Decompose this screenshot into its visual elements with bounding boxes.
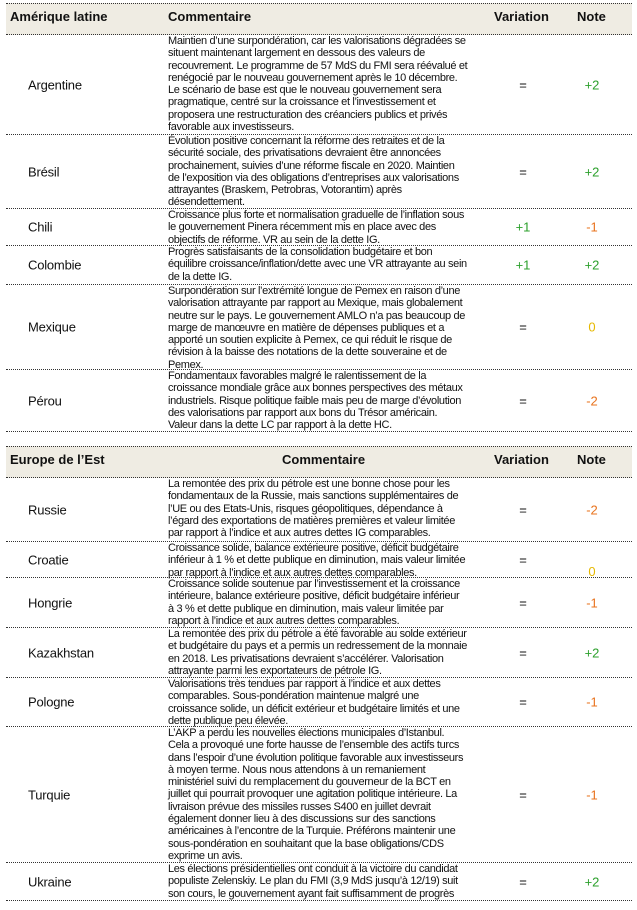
table-row bbox=[6, 135, 632, 209]
column-header-comment: Commentaire bbox=[282, 452, 366, 467]
comment-text: Évolution positive concernant la réforme des retraites et de la sécurité sociale, des privatisations devraient être annoncées prochainement, suivies d’une réforme fiscale en 2020. Maintien de l’exposition via des obligations d’entreprises aux valorisations attrayantes (Braskem, Petrobras, Votorantim) après désendettement. bbox=[168, 135, 459, 209]
section-title: Europe de l’Est bbox=[10, 452, 105, 467]
country-name: Russie bbox=[28, 502, 67, 517]
country-name: Brésil bbox=[28, 164, 60, 179]
comment-text: La remontée des prix du pétrole a été favorable au solde extérieur et budgétaire du pays et a permis un redressement de la monnaie en 2018. Les privatisations devraient s’accélérer. Valorisation attrayante parmi les exportateurs de pétrole IG. bbox=[168, 628, 467, 677]
note-value: -2 bbox=[586, 502, 598, 517]
section-1 bbox=[6, 446, 632, 901]
country-name: Hongrie bbox=[28, 595, 73, 610]
table-row bbox=[6, 370, 632, 432]
note-value: 0 bbox=[588, 564, 596, 579]
variation-value: = bbox=[519, 694, 527, 710]
variation-value: = bbox=[519, 645, 527, 660]
comment-text: Progrès satisfaisants de la consolidation budgétaire et bon équilibre croissance/inflation/dette avec une VR attrayante au sein de la dette IG. bbox=[168, 246, 467, 283]
column-header-note: Note bbox=[577, 9, 606, 24]
country-name: Turquie bbox=[28, 787, 71, 802]
variation-value: = bbox=[519, 77, 527, 92]
note-value: -1 bbox=[586, 787, 598, 802]
comment-text: Les élections présidentielles ont conduit à la victoire du candidat populiste Zelenskiy. Le plan du FMI (3,9 MdS jusqu’à 12/19) suit son cours, le gouvernement ayant fait suffisamment de progrès bbox=[168, 863, 458, 900]
table-header bbox=[6, 3, 632, 35]
section-0 bbox=[6, 3, 632, 432]
table-row bbox=[6, 578, 632, 628]
variation-value: = bbox=[519, 595, 527, 610]
section-title: Amérique latine bbox=[10, 9, 108, 24]
variation-value: = bbox=[519, 164, 527, 179]
note-value: +2 bbox=[584, 77, 600, 92]
table-row bbox=[6, 628, 632, 678]
note-value: +2 bbox=[584, 874, 600, 889]
table-row bbox=[6, 542, 632, 578]
variation-value: = bbox=[519, 393, 527, 408]
table-row bbox=[6, 246, 632, 285]
country-name: Chili bbox=[28, 219, 53, 235]
table-row bbox=[6, 35, 632, 135]
note-value: -2 bbox=[586, 393, 598, 408]
note-value: +2 bbox=[584, 164, 600, 179]
note-value: +2 bbox=[584, 645, 600, 660]
comment-text: L’AKP a perdu les nouvelles élections municipales d’Istanbul. Cela a provoqué une forte hausse de l’ensemble des actifs turcs dans l’espoir d’une évolution politique favorable aux investisseurs à moyen terme. Nous nous attendons à un remaniement ministériel suivi du remplacement du gouverneur de la BCT en juillet qui pourrait provoquer une agitation politique intérieure. La livraison prévue des missiles russes S400 en juillet devrait également donner lieu à des discussions sur des sanctions américaines à l’encontre de la Turquie. Préférons maintenir une sous-pondération en souhaitant que la base obligations/CDS exprime un avis. bbox=[168, 727, 464, 862]
variation-value: = bbox=[519, 502, 527, 517]
table-header bbox=[6, 446, 632, 478]
table-row bbox=[6, 209, 632, 246]
variation-value: = bbox=[519, 319, 527, 335]
country-name: Colombie bbox=[28, 257, 82, 273]
column-header-variation: Variation bbox=[494, 9, 549, 24]
comment-text: Maintien d’une surpondération, car les valorisations dégradées se situent maintenant largement en dessous des valeurs de recouvrement. Le programme de 57 MdS du FMI sera réévalué et renégocié par le nouveau gouvernement après le 10 décembre. Le scénario de base est que le nouveau gouvernement sera pragmatique, centré sur la croissance et l’investissement et proposera une restructuration des créanciers publics et privés favorable aux investisseurs. bbox=[168, 35, 468, 134]
country-name: Pérou bbox=[28, 393, 62, 408]
comment-text: La remontée des prix du pétrole est une bonne chose pour les fondamentaux de la Russie, mais sanctions supplémentaires de l’UE ou des Etats-Unis, risques géopolitiques, dépendance à l’égard des exportations de matières premières et valeur limitée par rapport à l’indice et aux autres dettes IG comparables. bbox=[168, 478, 459, 540]
country-name: Croatie bbox=[28, 552, 69, 567]
table-row bbox=[6, 727, 632, 863]
comment-text: Croissance solide soutenue par l’investissement et la croissance intérieure, balance extérieure positive, déficit budgétaire inférieur à 3 % et dette publique en diminution, mais valeur limitée par rapport à l’indice et aux autres dettes comparables. bbox=[168, 578, 460, 627]
note-value: +2 bbox=[584, 257, 600, 273]
variation-value: = bbox=[519, 874, 527, 889]
note-value: -1 bbox=[586, 219, 598, 235]
column-header-note: Note bbox=[577, 452, 606, 467]
comment-text: Croissance plus forte et normalisation graduelle de l’inflation sous le gouvernement Pinera récemment mis en place avec des objectifs de réforme. VR au sein de la dette IG. bbox=[168, 209, 464, 246]
country-name: Ukraine bbox=[28, 874, 72, 889]
variation-value: = bbox=[519, 787, 527, 802]
comment-text: Croissance solide, balance extérieure positive, déficit budgétaire inférieur à 1 % et dette publique en diminution, mais valeur limitée par rapport à l’indice et aux autres dettes comparables. bbox=[168, 542, 466, 579]
note-value: -1 bbox=[586, 694, 598, 710]
comment-text: Fondamentaux favorables malgré le ralentissement de la croissance mondiale grâce aux bonnes perspectives des métaux industriels. Risque politique faible mais peu de marge d’évolution des valorisations par rapport aux bons du Trésor américain. Valeur dans la dette LC par rapport à la dette HC. bbox=[168, 370, 463, 432]
country-name: Kazakhstan bbox=[28, 645, 94, 660]
country-name: Pologne bbox=[28, 694, 75, 710]
variation-value: = bbox=[519, 552, 527, 567]
comment-text: Surpondération sur l’extrémité longue de Pemex en raison d’une valorisation attrayante par rapport au Mexique, mais globalement neutre sur le pays. Le gouvernement AMLO n’a pas beaucoup de marge de manœuvre en matière de dépenses publiques et a apporté un soutien explicite à Pemex, ce qui réduit le risque de révision à la baisse des notations de la dette souveraine et de Pemex. bbox=[168, 285, 465, 371]
country-name: Mexique bbox=[28, 319, 76, 335]
table-row bbox=[6, 478, 632, 542]
column-header-variation: Variation bbox=[494, 452, 549, 467]
note-value: 0 bbox=[588, 319, 596, 335]
variation-value: +1 bbox=[515, 257, 531, 273]
table-row bbox=[6, 678, 632, 727]
country-name: Argentine bbox=[28, 77, 82, 92]
comment-text: Valorisations très tendues par rapport à l’indice et aux dettes comparables. Sous-pondération maintenue malgré une croissance solide, un déficit extérieur et budgétaire limités et une dette publique peu élevée. bbox=[168, 678, 460, 727]
note-value: -1 bbox=[586, 595, 598, 610]
variation-value: +1 bbox=[515, 219, 531, 235]
table-row bbox=[6, 285, 632, 370]
column-header-comment: Commentaire bbox=[168, 9, 252, 24]
table-row bbox=[6, 863, 632, 901]
